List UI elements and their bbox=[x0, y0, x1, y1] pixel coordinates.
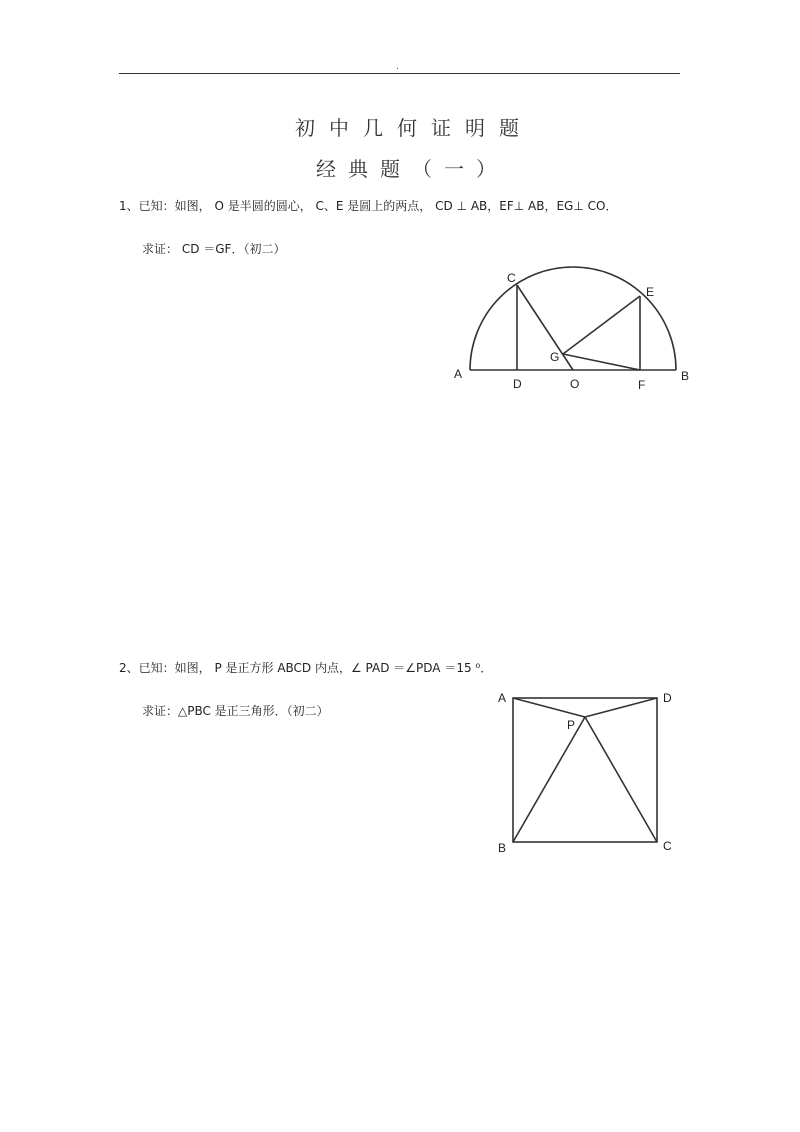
segment-gf bbox=[563, 354, 640, 370]
point-label-c: C bbox=[507, 271, 516, 285]
point-label-a: A bbox=[498, 691, 507, 705]
point-label-c: C bbox=[663, 839, 672, 853]
point-label-e: E bbox=[646, 285, 655, 299]
segment-bp bbox=[513, 717, 585, 842]
semicircle-arc bbox=[470, 267, 676, 370]
segment-cp bbox=[585, 717, 657, 842]
header-rule bbox=[119, 73, 680, 74]
segment-ap bbox=[513, 698, 585, 717]
problem-1-prove: 求证： CD ＝GF．（初二） bbox=[142, 242, 286, 256]
segment-dp bbox=[585, 698, 657, 717]
point-label-f: F bbox=[638, 378, 646, 392]
segment-eg bbox=[563, 296, 640, 354]
point-label-d: D bbox=[513, 377, 522, 391]
point-label-p: P bbox=[567, 718, 576, 732]
document-subtitle: 经典题（一） bbox=[316, 157, 508, 181]
problem-1-statement: 1、已知：如图， O 是半圆的圆心， C、E 是圆上的两点， CD ⊥ AB，EF⊥ AB，EG⊥ CO． bbox=[119, 199, 618, 213]
problem-2-figure bbox=[494, 687, 684, 857]
problem-2-prove: 求证：△PBC 是正三角形．（初二） bbox=[142, 704, 329, 718]
problem-2-statement: 2、已知：如图， P 是正方形 ABCD 内点，∠ PAD ＝∠PDA ＝15 ⁰． bbox=[119, 661, 493, 675]
header-dot: . bbox=[396, 62, 399, 72]
point-label-o: O bbox=[570, 377, 580, 391]
segment-co bbox=[517, 285, 573, 370]
point-label-a: A bbox=[454, 367, 463, 381]
point-label-b: B bbox=[681, 369, 690, 383]
point-label-b: B bbox=[498, 841, 507, 855]
point-label-g: G bbox=[550, 350, 560, 364]
square-abcd bbox=[513, 698, 657, 842]
problem-1-figure bbox=[450, 262, 695, 392]
point-label-d: D bbox=[663, 691, 672, 705]
document-title: 初中几何证明题 bbox=[295, 116, 533, 140]
